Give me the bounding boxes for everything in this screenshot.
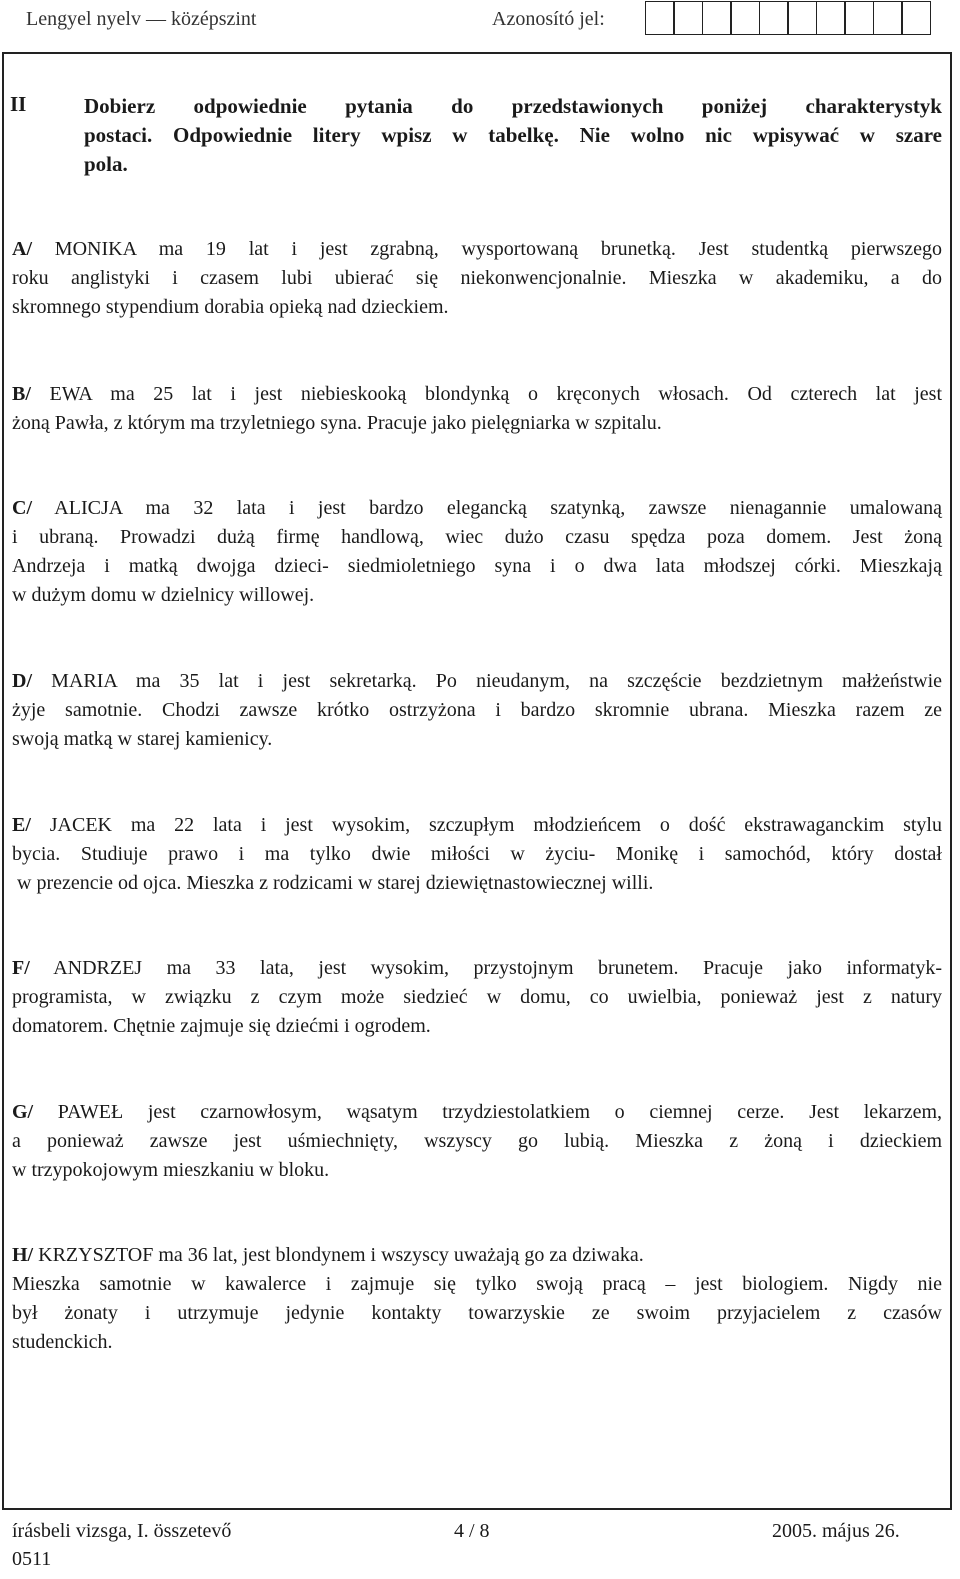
description-letter: H/ <box>12 1244 34 1266</box>
description-line: domatorem. Chętnie zajmuje się dziećmi i ogrodem. <box>12 1015 431 1037</box>
description-line: KRZYSZTOF ma 36 lat, jest blondynem i wszyscy uważają go za dziwaka. <box>38 1244 644 1266</box>
description-line: ANDRZEJ ma 33 lata, jest wysokim, przystojnym brunetem. Pracuje jako informatyk- <box>53 957 942 979</box>
description-a <box>12 235 942 322</box>
description-line: ALICJA ma 32 lata i jest bardzo elegancką szatynką, zawsze nienagannie umalowaną <box>54 497 942 519</box>
exam-code: 0511 <box>12 1548 52 1570</box>
description-letter: C/ <box>12 497 32 519</box>
description-line: skromnego stypendium dorabia opieką nad dzieckiem. <box>12 296 449 318</box>
id-box[interactable] <box>759 1 789 35</box>
description-line: bycia. Studiuje prawo i ma tylko dwie miłości w życiu- Monikę i samochód, który dostał <box>12 843 942 865</box>
description-line: JACEK ma 22 lata i jest wysokim, szczupłym młodzieńcem o dość ekstrawaganckim stylu <box>49 814 942 836</box>
instruction-line: Dobierz odpowiednie pytania do przedstawionych poniżej charakterystyk <box>84 94 942 118</box>
id-box[interactable] <box>816 1 846 35</box>
description-line: roku anglistyki i czasem lubi ubierać się niekonwencjonalnie. Mieszka w akademiku, a do <box>12 267 942 289</box>
description-line: MONIKA ma 19 lat i jest zgrabną, wysportowaną brunetką. Jest studentką pierwszego <box>54 238 942 260</box>
description-line: swoją matką w starej kamienicy. <box>12 728 273 750</box>
description-letter: A/ <box>12 238 32 260</box>
description-line: PAWEŁ jest czarnowłosym, wąsatym trzydziestolatkiem o ciemnej cerze. Jest lekarzem, <box>57 1101 943 1123</box>
page-header <box>0 0 960 44</box>
id-box[interactable] <box>901 1 931 35</box>
description-letter: B/ <box>12 383 31 405</box>
description-letter: F/ <box>12 957 30 979</box>
id-box[interactable] <box>844 1 874 35</box>
id-boxes <box>646 1 931 35</box>
description-line: był żonaty i utrzymuje jedynie kontakty towarzyskie ze swoim przyjacielem z czasów <box>12 1302 942 1324</box>
description-line: w dużym domu w dzielnicy willowej. <box>12 584 315 606</box>
id-box[interactable] <box>702 1 732 35</box>
description-letter: G/ <box>12 1101 34 1123</box>
description-line: EWA ma 25 lat i jest niebieskooką blondynką o kręconych włosach. Od czterech lat jest <box>49 383 943 405</box>
description-line: studenckich. <box>12 1331 113 1353</box>
id-label: Azonosító jel: <box>492 8 605 30</box>
description-f <box>12 954 942 1041</box>
id-box[interactable] <box>673 1 703 35</box>
task-instruction <box>84 92 942 179</box>
description-letter: E/ <box>12 814 31 836</box>
exam-part-label: írásbeli vizsga, I. összetevő <box>12 1520 232 1542</box>
exam-date: 2005. május 26. <box>772 1520 900 1542</box>
id-box[interactable] <box>873 1 903 35</box>
description-line: programista, w związku z czym może siedzieć w domu, co uwielbia, ponieważ jest z natury <box>12 986 942 1008</box>
id-box[interactable] <box>645 1 675 35</box>
description-line: MARIA ma 35 lat i jest sekretarką. Po nieudanym, na szczęście bezdzietnym małżeństwie <box>51 670 942 692</box>
instruction-line: pola. <box>84 152 128 176</box>
description-h <box>12 1241 942 1357</box>
instruction-line: postaci. Odpowiednie litery wpisz w tabelkę. Nie wolno nic wpisywać w szare <box>84 123 942 147</box>
description-line: w prezencie od ojca. Mieszka z rodzicami w starej dziewiętnastowiecznej willi. <box>12 872 654 894</box>
id-box[interactable] <box>730 1 760 35</box>
description-letter: D/ <box>12 670 32 692</box>
description-g <box>12 1098 942 1185</box>
description-b <box>12 380 942 438</box>
description-line: Mieszka samotnie w kawalerce i zajmuje się tylko swoją pracą – jest biologiem. Nigdy nie <box>12 1273 942 1295</box>
description-d <box>12 667 942 754</box>
description-line: i ubraną. Prowadzi dużą firmę handlową, wiec dużo czasu spędza poza domem. Jest żoną <box>12 526 942 548</box>
description-e <box>12 811 942 898</box>
subject-label: Lengyel nyelv — középszint <box>26 8 257 30</box>
description-c <box>12 494 942 610</box>
id-box[interactable] <box>787 1 817 35</box>
description-line: żyje samotnie. Chodzi zawsze krótko ostrzyżona i bardzo skromnie ubrana. Mieszka razem ze <box>12 699 942 721</box>
description-line: w trzypokojowym mieszkaniu w bloku. <box>12 1159 330 1181</box>
page-number: 4 / 8 <box>454 1520 490 1542</box>
description-line: Andrzeja i matką dwojga dzieci- siedmioletniego syna i o dwa lata młodszej córki. Mieszkają <box>12 555 942 577</box>
description-line: żoną Pawła, z którym ma trzyletniego syna. Pracuje jako pielęgniarka w szpitalu. <box>12 412 662 434</box>
task-number: II <box>10 92 27 116</box>
description-line: a ponieważ zawsze jest uśmiechnięty, wszyscy go lubią. Mieszka z żoną i dzieckiem <box>12 1130 942 1152</box>
